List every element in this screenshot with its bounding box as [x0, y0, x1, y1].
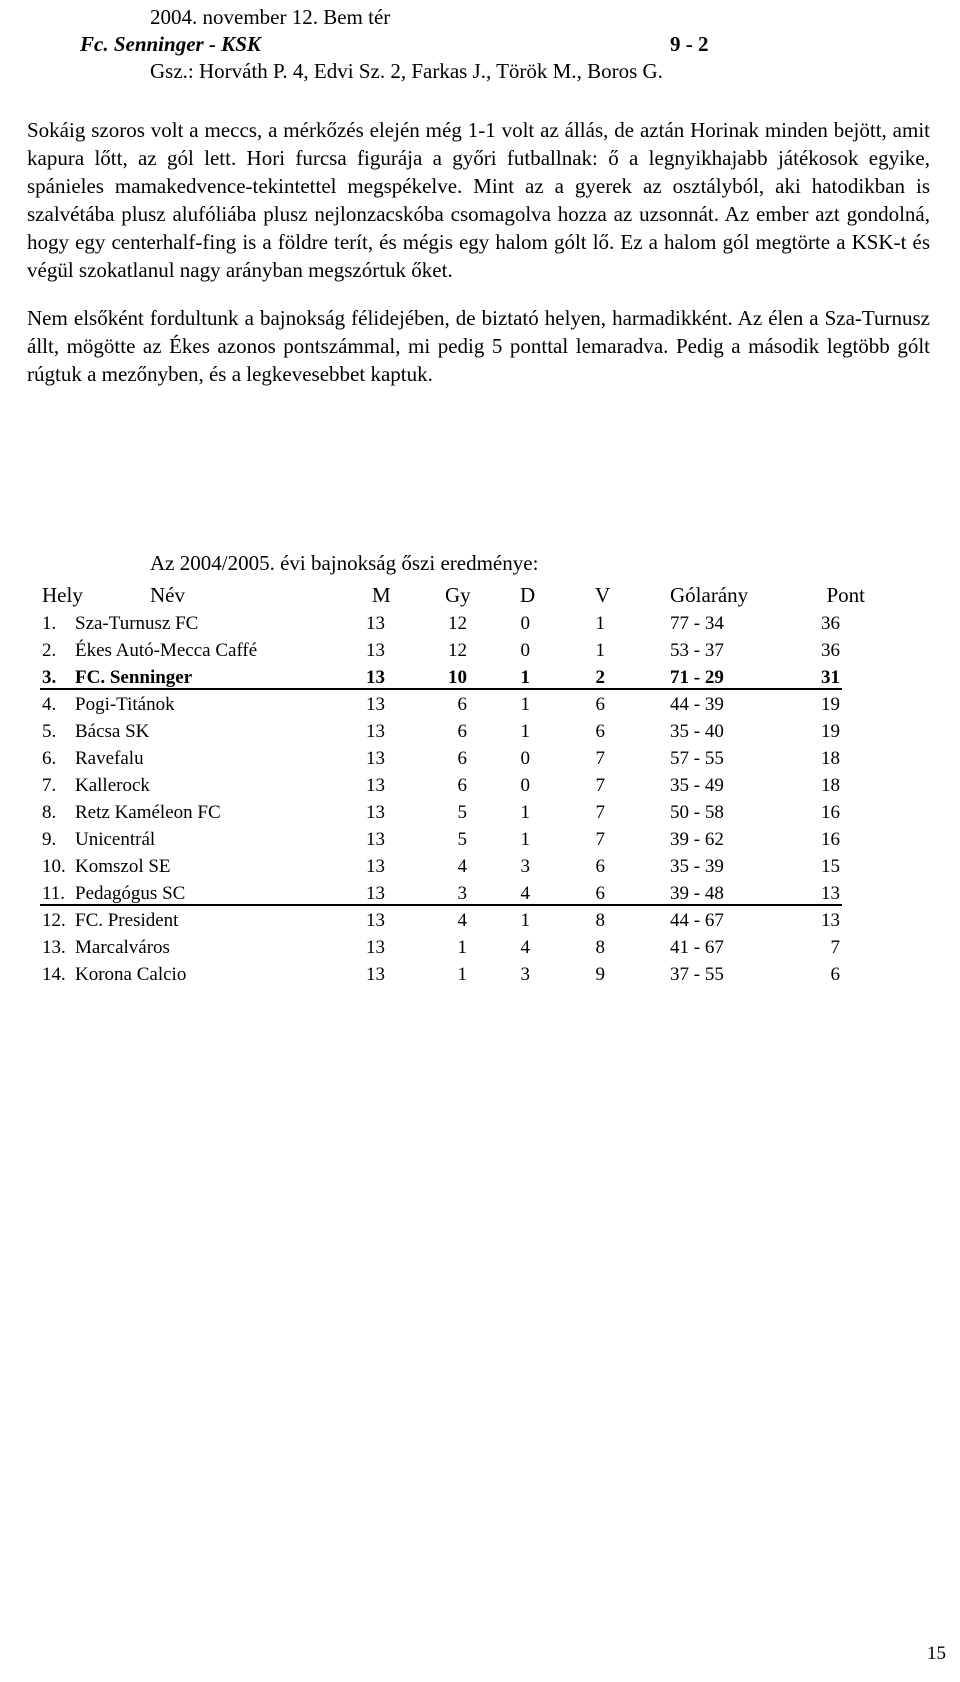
cell-goal-ratio: 39 - 62 [670, 829, 724, 850]
cell-position: 6. [42, 748, 57, 769]
match-date-place: 2004. november 12. Bem tér [150, 5, 391, 29]
cell-matches: 13 [366, 721, 385, 742]
cell-points: 15 [821, 856, 840, 877]
cell-points: 6 [830, 964, 840, 985]
table-row [0, 880, 960, 907]
cell-team-name: Komszol SE [75, 856, 171, 877]
cell-points: 36 [821, 613, 840, 634]
cell-team-name: Korona Calcio [75, 964, 187, 985]
cell-wins: 6 [457, 694, 467, 715]
header-d: D [520, 583, 536, 607]
cell-position: 10. [42, 856, 66, 877]
cell-team-name: Ravefalu [75, 748, 144, 769]
match-score: 9 - 2 [670, 32, 709, 56]
cell-draws: 0 [520, 748, 530, 769]
table-row [0, 907, 960, 934]
cell-losses: 6 [595, 856, 605, 877]
cell-matches: 13 [366, 802, 385, 823]
cell-team-name: Retz Kaméleon FC [75, 802, 221, 823]
standings-header-row [0, 580, 960, 610]
cell-team-name: Marcalváros [75, 937, 170, 958]
cell-position: 5. [42, 721, 57, 742]
table-row [0, 745, 960, 772]
cell-matches: 13 [366, 613, 385, 634]
cell-points: 18 [821, 748, 840, 769]
cell-points: 7 [830, 937, 840, 958]
cell-matches: 13 [366, 694, 385, 715]
cell-goal-ratio: 57 - 55 [670, 748, 724, 769]
cell-points: 13 [821, 883, 840, 904]
cell-wins: 5 [457, 802, 467, 823]
cell-losses: 7 [595, 802, 605, 823]
cell-draws: 3 [520, 964, 530, 985]
table-row [0, 772, 960, 799]
header-gy: Gy [445, 583, 471, 607]
match-scorers: Gsz.: Horváth P. 4, Edvi Sz. 2, Farkas J., Török M., Boros G. [150, 59, 663, 83]
cell-team-name: Bácsa SK [75, 721, 150, 742]
match-report [27, 116, 930, 388]
cell-position: 13. [42, 937, 66, 958]
cell-points: 18 [821, 775, 840, 796]
cell-position: 2. [42, 640, 57, 661]
header-golarany: Gólarány [670, 583, 749, 607]
cell-wins: 6 [457, 721, 467, 742]
cell-wins: 1 [457, 937, 467, 958]
cell-draws: 0 [520, 613, 530, 634]
cell-goal-ratio: 37 - 55 [670, 964, 724, 985]
cell-matches: 13 [366, 829, 385, 850]
cell-goal-ratio: 44 - 67 [670, 910, 724, 931]
match-title: Fc. Senninger - KSK [80, 32, 261, 56]
cell-wins: 12 [448, 640, 467, 661]
cell-team-name: Ékes Autó-Mecca Caffé [75, 640, 258, 661]
cell-draws: 4 [520, 883, 530, 904]
cell-wins: 1 [457, 964, 467, 985]
cell-losses: 7 [595, 829, 605, 850]
cell-wins: 4 [457, 856, 467, 877]
cell-matches: 13 [366, 937, 385, 958]
cell-points: 16 [821, 829, 840, 850]
cell-matches: 13 [366, 883, 385, 904]
cell-position: 3. [42, 667, 57, 688]
cell-losses: 6 [595, 883, 605, 904]
paragraph-1: Sokáig szoros volt a meccs, a mérkőzés elején még 1-1 volt az állás, de aztán Horinak minden bejött, amit kapura lőtt, az gól lett. Hori furcsa figurája a győri futballnak: ő a legnyikhajabb játékosok egyike, spánieles mamakedvence-tekintettel megspékelve. Mint az a gyerek az osztályból, aki hatodikban is szalvétába plusz alufóliába plusz nejlonzacskóba csomagolva hozza az uzsonnát. Az ember azt gondolná, hogy egy centerhalf-fing is a földre terít, és mégis egy halom gólt lő. Ez a halom gól megtörte a KSK-t és végül szokatlanul nagy arányban megszórtuk őket. [27, 118, 930, 282]
cell-matches: 13 [366, 910, 385, 931]
table-row [0, 664, 960, 691]
cell-goal-ratio: 35 - 39 [670, 856, 724, 877]
table-row [0, 799, 960, 826]
cell-draws: 0 [520, 775, 530, 796]
cell-losses: 8 [595, 910, 605, 931]
table-row [0, 934, 960, 961]
table-row [0, 610, 960, 637]
cell-team-name: Sza-Turnusz FC [75, 613, 199, 634]
cell-losses: 2 [595, 667, 605, 688]
cell-draws: 1 [520, 802, 530, 823]
cell-wins: 4 [457, 910, 467, 931]
cell-matches: 13 [366, 964, 385, 985]
header-m: M [372, 583, 391, 607]
cell-losses: 1 [595, 640, 605, 661]
cell-matches: 13 [366, 667, 385, 688]
table-row [0, 637, 960, 664]
cell-points: 13 [821, 910, 840, 931]
cell-team-name: Pogi-Titánok [75, 694, 175, 715]
cell-goal-ratio: 35 - 40 [670, 721, 724, 742]
cell-draws: 1 [520, 829, 530, 850]
cell-draws: 4 [520, 937, 530, 958]
cell-losses: 6 [595, 694, 605, 715]
table-row [0, 961, 960, 988]
cell-goal-ratio: 41 - 67 [670, 937, 724, 958]
cell-points: 19 [821, 694, 840, 715]
cell-goal-ratio: 39 - 48 [670, 883, 724, 904]
cell-position: 8. [42, 802, 57, 823]
cell-position: 12. [42, 910, 66, 931]
cell-goal-ratio: 44 - 39 [670, 694, 724, 715]
cell-draws: 1 [520, 667, 530, 688]
header-hely: Hely [42, 583, 83, 607]
cell-matches: 13 [366, 856, 385, 877]
cell-matches: 13 [366, 775, 385, 796]
standings-title: Az 2004/2005. évi bajnokság őszi eredménye: [150, 551, 539, 575]
cell-points: 36 [821, 640, 840, 661]
cell-losses: 1 [595, 613, 605, 634]
cell-team-name: Unicentrál [75, 829, 156, 850]
cell-draws: 3 [520, 856, 530, 877]
cell-points: 31 [821, 667, 840, 688]
cell-position: 7. [42, 775, 57, 796]
cell-team-name: Pedagógus SC [75, 883, 186, 904]
cell-wins: 6 [457, 775, 467, 796]
paragraph-2: Nem elsőként fordultunk a bajnokság félidejében, de biztató helyen, harmadikként. Az élen a Sza-Turnusz állt, mögötte az Ékes azonos pontszámmal, mi pedig 5 ponttal lemaradva. Pedig a második legtöbb gólt rúgtuk a mezőnyben, és a legkevesebbet kaptuk. [27, 306, 930, 386]
cell-wins: 6 [457, 748, 467, 769]
cell-losses: 7 [595, 775, 605, 796]
cell-wins: 10 [448, 667, 467, 688]
cell-position: 9. [42, 829, 57, 850]
cell-position: 4. [42, 694, 57, 715]
cell-losses: 9 [595, 964, 605, 985]
table-row [0, 826, 960, 853]
cell-team-name: Kallerock [75, 775, 150, 796]
cell-goal-ratio: 77 - 34 [670, 613, 724, 634]
cell-goal-ratio: 53 - 37 [670, 640, 724, 661]
cell-losses: 6 [595, 721, 605, 742]
cell-goal-ratio: 35 - 49 [670, 775, 724, 796]
header-v: V [595, 583, 611, 607]
cell-matches: 13 [366, 748, 385, 769]
cell-points: 16 [821, 802, 840, 823]
table-row [0, 691, 960, 718]
table-row [0, 718, 960, 745]
cell-wins: 3 [457, 883, 467, 904]
cell-draws: 1 [520, 910, 530, 931]
cell-wins: 5 [457, 829, 467, 850]
cell-position: 14. [42, 964, 66, 985]
cell-losses: 7 [595, 748, 605, 769]
header-pont: Pont [826, 583, 865, 607]
table-row [0, 853, 960, 880]
cell-position: 11. [42, 883, 66, 904]
cell-points: 19 [821, 721, 840, 742]
cell-goal-ratio: 50 - 58 [670, 802, 724, 823]
cell-draws: 1 [520, 721, 530, 742]
cell-losses: 8 [595, 937, 605, 958]
page-number: 15 [927, 1643, 946, 1664]
cell-wins: 12 [448, 613, 467, 634]
header-nev: Név [150, 583, 185, 607]
cell-matches: 13 [366, 640, 385, 661]
cell-position: 1. [42, 613, 57, 634]
cell-draws: 0 [520, 640, 530, 661]
cell-team-name: FC. Senninger [75, 667, 193, 688]
cell-draws: 1 [520, 694, 530, 715]
cell-team-name: FC. President [75, 910, 179, 931]
cell-goal-ratio: 71 - 29 [670, 667, 724, 688]
